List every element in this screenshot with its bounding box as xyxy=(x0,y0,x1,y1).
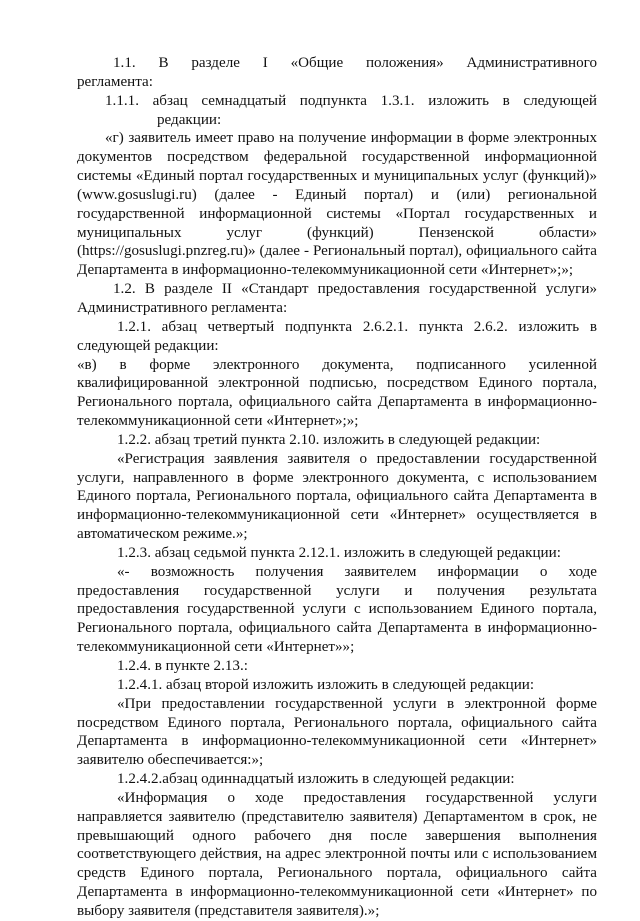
text-line: 1.2. В разделе II «Стандарт предоставления государственной услуги» xyxy=(113,281,597,298)
text-line: документов посредством федеральной государственной информационной xyxy=(77,149,597,166)
text-line: 1.2.4. в пункте 2.13.: xyxy=(117,658,248,674)
text-line: автоматическом режиме.»; xyxy=(77,526,248,543)
text-line: следующей редакции: xyxy=(77,337,219,354)
text-line: государственной информационной системы «Портал государственных и xyxy=(77,205,597,222)
text-line: Департамента в информационно-телекоммуникационной сети «Интернет» по xyxy=(77,884,597,901)
text-line: соответствующего действия, на адрес электронной почты или с использованием xyxy=(77,846,597,863)
text-line: «Регистрация заявления заявителя о предоставлении государственной xyxy=(117,450,597,467)
text-line: Административного регламента: xyxy=(77,299,288,316)
text-line: Единого портала, Регионального портала, официального сайта Департамента в xyxy=(77,488,597,505)
text-line: Департамента в информационно-телекоммуникационной сети «Интернет»;»; xyxy=(77,262,574,279)
document-body xyxy=(77,54,597,921)
text-line: (www.gosuslugi.ru) (далее - Единый портал) и (или) региональной xyxy=(77,186,597,203)
text-line: квалифицированной электронной подписью, посредством Единого портала, xyxy=(77,375,597,392)
text-line: Департамента в информационно-телекоммуникационной сети «Интернет» xyxy=(77,733,597,750)
text-line: 1.2.4.1. абзац второй изложить изложить в следующей редакции: xyxy=(117,676,535,693)
text-line: телекоммуникационной сети «Интернет»»; xyxy=(77,639,355,656)
text-line: предоставления государственной услуги и получения результата xyxy=(77,582,597,599)
text-line: системы «Единый портал государственных и муниципальных услуг (функций)» xyxy=(77,168,597,185)
text-line: «При предоставлении государственной услуги в электронной форме xyxy=(117,695,597,712)
text-line: 1.1. В разделе I «Общие положения» Административного xyxy=(113,55,597,71)
text-line: 1.2.1. абзац четвертый подпункта 2.6.2.1. пункта 2.6.2. изложить в xyxy=(117,318,597,335)
text-line: 1.2.2. абзац третий пункта 2.10. изложить в следующей редакции: xyxy=(117,431,541,448)
text-line: предоставления государственной услуги с использованием Единого портала, xyxy=(77,601,597,618)
text-line: 1.2.3. абзац седьмой пункта 2.12.1. изложить в следующей редакции: xyxy=(117,544,561,561)
text-line: выбору заявителя (представителя заявителя).»; xyxy=(77,902,380,919)
text-line: Регионального портала, официального сайта Департамента в информационно- xyxy=(77,394,597,411)
text-line: «в) в форме электронного документа, подписанного усиленной xyxy=(77,356,597,373)
text-line: посредством Единого портала, Регионального портала, официального сайта xyxy=(77,714,597,731)
text-line: превышающий одного рабочего дня после завершения выполнения xyxy=(77,827,597,844)
text-line: информационно-телекоммуникационной сети «Интернет» осуществляется в xyxy=(77,507,597,524)
text-line: Регионального портала, официального сайта Департамента в информационно- xyxy=(77,620,597,637)
text-line: направляется заявителю (представителю заявителя) Департаментом в срок, не xyxy=(77,808,597,825)
text-line: муниципальных услуг (функций) Пензенской области» xyxy=(77,224,597,241)
text-line: «Информация о ходе предоставления государственной услуги xyxy=(117,789,597,806)
text-line: «- возможность получения заявителем информации о ходе xyxy=(117,563,597,580)
text-line: (https://gosuslugi.pnzreg.ru)» (далее - Региональный портал), официального сайта xyxy=(77,243,597,260)
text-line: регламента: xyxy=(77,73,153,90)
text-line: 1.1.1. абзац семнадцатый подпункта 1.3.1. изложить в следующей xyxy=(105,92,597,109)
text-line: телекоммуникационной сети «Интернет»;»; xyxy=(77,413,359,430)
text-line: услуги, направленного в форме электронного документа, с использованием xyxy=(77,469,597,486)
text-line: средств Единого портала, Регионального портала, официального сайта xyxy=(77,865,597,882)
text-line: редакции: xyxy=(157,111,222,128)
text-line: заявителю обеспечивается:»; xyxy=(77,752,264,769)
text-line: «г) заявитель имеет право на получение информации в форме электронных xyxy=(105,130,597,147)
text-line: 1.2.4.2.абзац одиннадцатый изложить в следующей редакции: xyxy=(117,771,515,788)
